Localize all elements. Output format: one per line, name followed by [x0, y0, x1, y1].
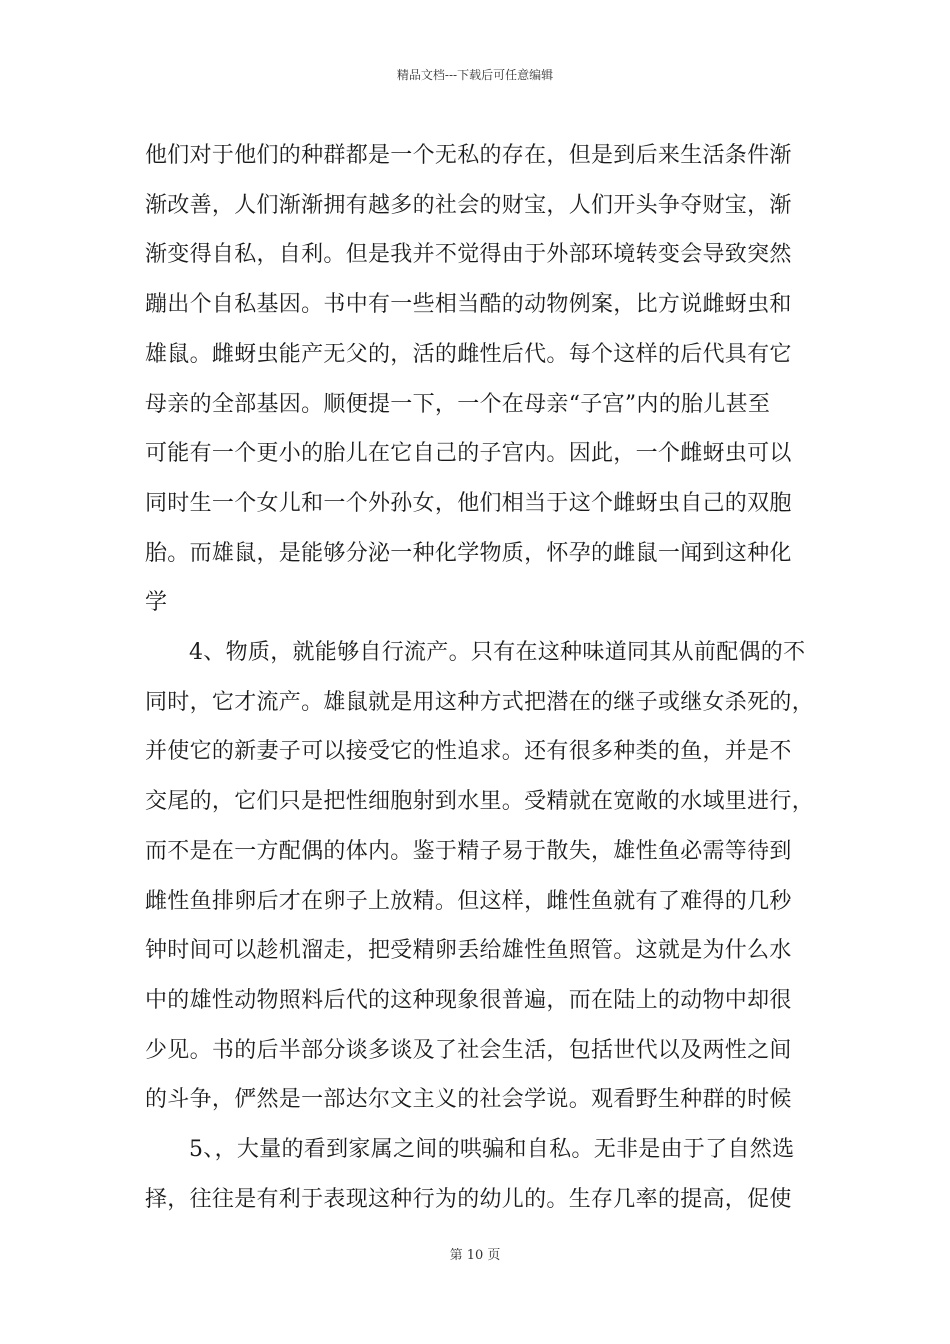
paragraph-3: [145, 1125, 810, 1224]
text-line: 4、物质，就能够自行流产。只有在这种味道同其从前配偶的不: [189, 640, 806, 666]
text-line: 择，往往是有利于表现这种行为的幼儿的。生存几率的提高，促使: [145, 1186, 792, 1212]
page-number: 第 10 页: [449, 1248, 501, 1263]
text-line: 同时，它才流产。雄鼠就是用这种方式把潜在的继子或继女杀死的，: [145, 689, 815, 715]
text-line: 学: [145, 590, 168, 616]
text-line: 而不是在一方配偶的体内。鉴于精子易于散失，雄性鱼必需等待到: [145, 838, 792, 864]
text-line: 可能有一个更小的胎儿在它自己的子宫内。因此，一个雌蚜虫可以: [145, 441, 792, 467]
text-line: 5、，大量的看到家属之间的哄骗和自私。无非是由于了自然选: [189, 1137, 795, 1163]
text-line: 雌性鱼排卵后才在卵子上放精。但这样，雌性鱼就有了难得的几秒: [145, 888, 792, 914]
text-line: 渐改善，人们渐渐拥有越多的社会的财宝，人们开头争夺财宝，渐: [145, 192, 792, 218]
paragraph-1: [145, 131, 810, 628]
text-line: 少见。书的后半部分谈多谈及了社会生活，包括世代以及两性之间: [145, 1037, 792, 1063]
text-line: 同时生一个女儿和一个外孙女，他们相当于这个雌蚜虫自己的双胞: [145, 490, 792, 516]
text-line: 并使它的新妻子可以接受它的性追求。还有很多种类的鱼，并是不: [145, 739, 792, 765]
text-line: 雄鼠。雌蚜虫能产无父的，活的雌性后代。每个这样的后代具有它: [145, 341, 792, 367]
text-line: 交尾的，它们只是把性细胞射到水里。受精就在宽敞的水域里进行，: [145, 789, 815, 815]
document-body: [145, 131, 815, 1224]
page-header: 精品文档---下载后可任意编辑: [396, 68, 554, 82]
text-line: 母亲的全部基因。顺便提一下，一个在母亲“子宫”内的胎儿甚至: [145, 391, 771, 417]
text-line: 他们对于他们的种群都是一个无私的存在，但是到后来生活条件渐: [145, 143, 792, 168]
text-line: 钟时间可以趁机溜走，把受精卵丢给雄性鱼照管。这就是为什么水: [145, 938, 792, 964]
text-line: 胎。而雄鼠，是能够分泌一种化学物质，怀孕的雌鼠一闻到这种化: [145, 540, 792, 566]
text-line: 渐变得自私，自利。但是我并不觉得由于外部环境转变会导致突然: [145, 242, 792, 268]
text-line: 的斗争，俨然是一部达尔文主义的社会学说。观看野生种群的时候: [145, 1087, 792, 1113]
paragraph-2: [145, 628, 815, 1125]
text-line: 中的雄性动物照料后代的这种现象很普遍，而在陆上的动物中却很: [145, 987, 792, 1013]
text-line: 蹦出个自私基因。书中有一些相当酷的动物例案，比方说雌蚜虫和: [145, 292, 792, 318]
